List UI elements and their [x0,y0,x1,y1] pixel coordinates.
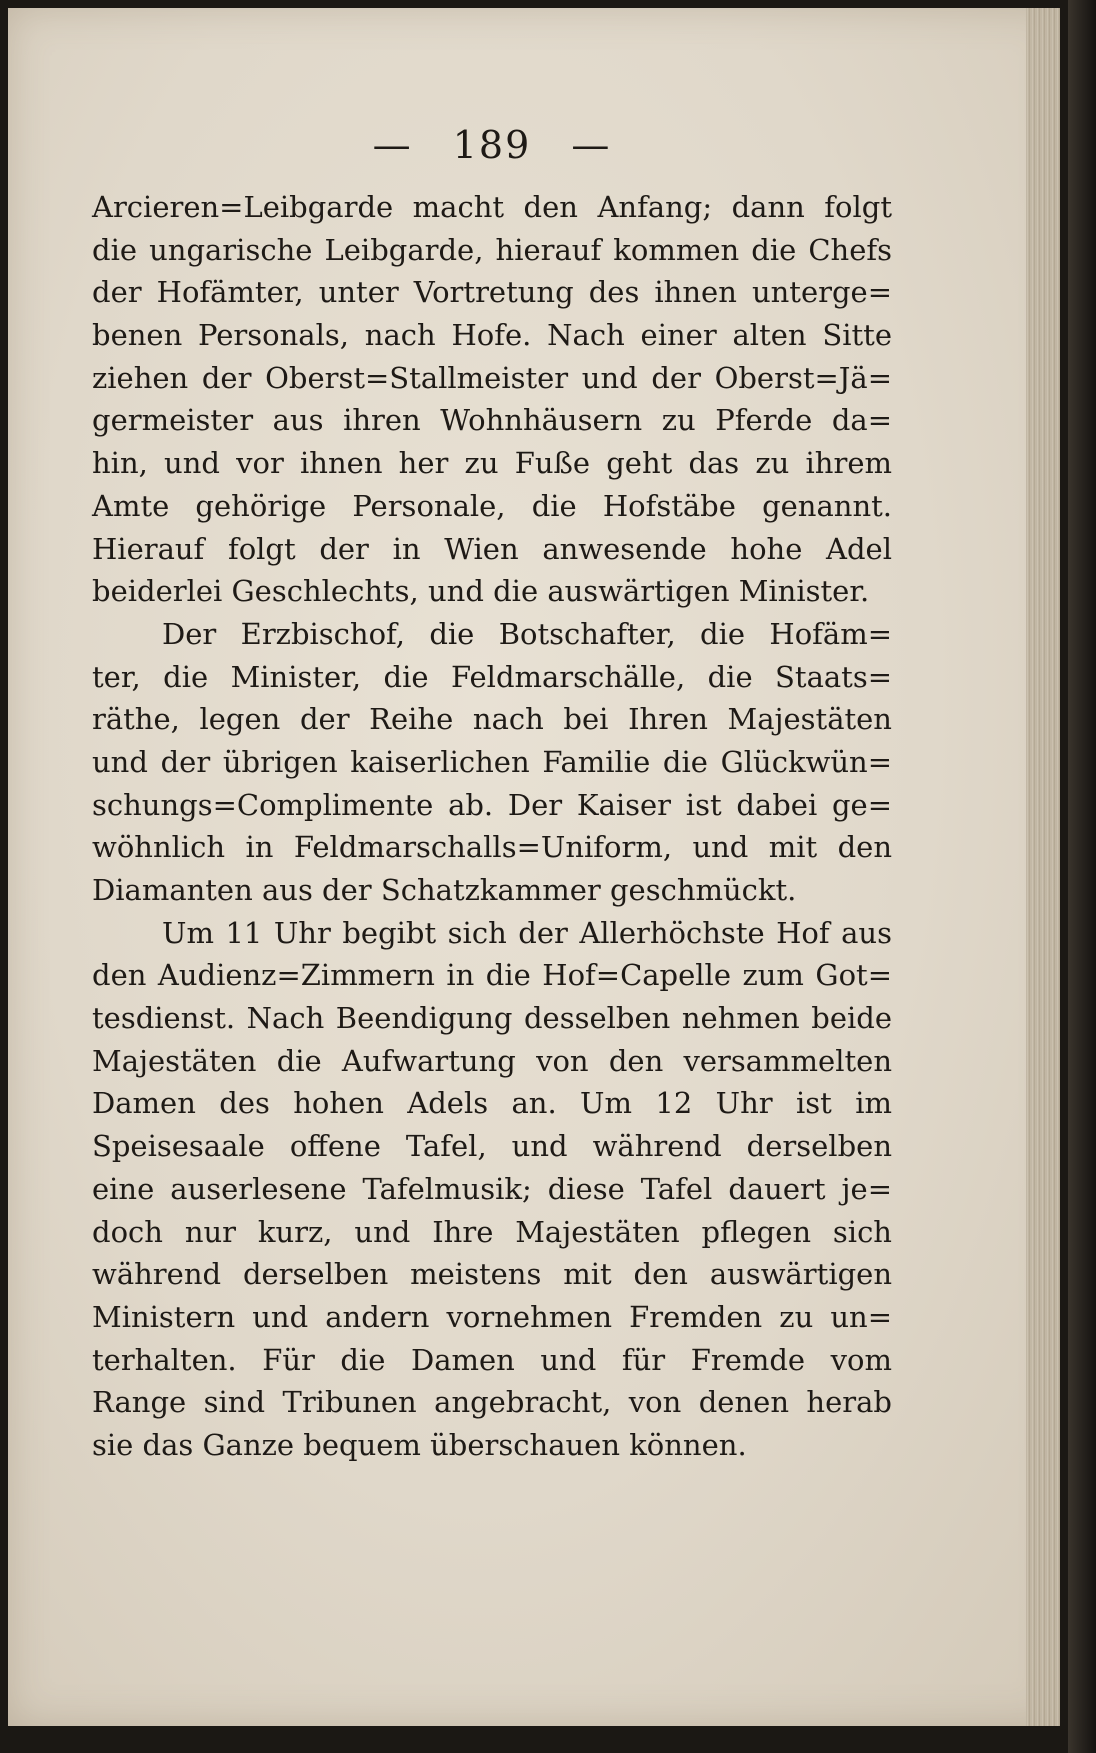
text-line: Speisesaale offene Tafel, und während derselben [92,1129,892,1164]
page-edge [1026,8,1060,1726]
text-line: hin, und vor ihnen her zu Fuße geht das zu ihrem [92,446,892,481]
text-line: Majestäten die Aufwartung von den versammelten [92,1043,892,1078]
text-line: räthe, legen der Reihe nach bei Ihren Majestäten [92,702,892,737]
text-line: während derselben meistens mit den auswärtigen [92,1257,892,1292]
text-line: Hierauf folgt der in Wien anwesende hohe Adel [92,531,892,566]
text-line: Amte gehörige Personale, die Hofstäbe genannt. [92,488,892,523]
text-line: germeister aus ihren Wohnhäusern zu Pferde da= [92,403,892,438]
text-line: die ungarische Leibgarde, hierauf kommen die Chefs [92,232,892,267]
binding-shadow [1068,0,1096,1753]
text-line: der Hofämter, unter Vortretung des ihnen unterge= [92,275,892,310]
text-line: ter, die Minister, die Feldmarschälle, die Staats= [92,659,892,694]
text-line: Ministern und andern vornehmen Fremden zu un= [92,1299,892,1334]
paragraph [92,613,892,912]
text-line: den Audienz=Zimmern in die Hof=Capelle zum Got= [92,958,892,993]
paragraph [92,912,892,1467]
page-header [92,122,892,168]
text-line: Damen des hohen Adels an. Um 12 Uhr ist im [92,1086,892,1121]
text-line: Range sind Tribunen angebracht, von denen herab [92,1385,892,1420]
page-text [92,122,892,1467]
page-number: 189 [452,123,532,167]
text-line: ziehen der Oberst=Stallmeister und der Oberst=Jä= [92,360,892,395]
text-line: sie das Ganze bequem überschauen können. [92,1427,747,1462]
header-dash-left: — [372,123,413,167]
text-line: eine auserlesene Tafelmusik; diese Tafel dauert je= [92,1171,892,1206]
text-line: Um 11 Uhr begibt sich der Allerhöchste Hof aus [162,915,892,950]
text-line: beiderlei Geschlechts, und die auswärtigen Minister. [92,574,870,609]
text-line: wöhnlich in Feldmarschalls=Uniform, und mit den [92,830,892,865]
text-line: Diamanten aus der Schatzkammer geschmückt. [92,873,797,907]
text-line: Der Erzbischof, die Botschafter, die Hofäm= [162,616,892,651]
text-line: schungs=Complimente ab. Der Kaiser ist dabei ge= [92,787,892,822]
paragraph [92,186,892,613]
header-dash-right: — [571,123,612,167]
text-line: terhalten. Für die Damen und für Fremde vom [92,1342,892,1377]
text-line: benen Personals, nach Hofe. Nach einer alten Sitte [92,318,892,353]
text-line: doch nur kurz, und Ihre Majestäten pflegen sich [92,1214,892,1249]
body-text [92,186,892,1467]
text-line: und der übrigen kaiserlichen Familie die Glückwün= [92,744,892,779]
text-line: Arcieren=Leibgarde macht den Anfang; dann folgt [92,190,892,224]
text-line: tesdienst. Nach Beendigung desselben nehmen beide [92,1001,892,1036]
